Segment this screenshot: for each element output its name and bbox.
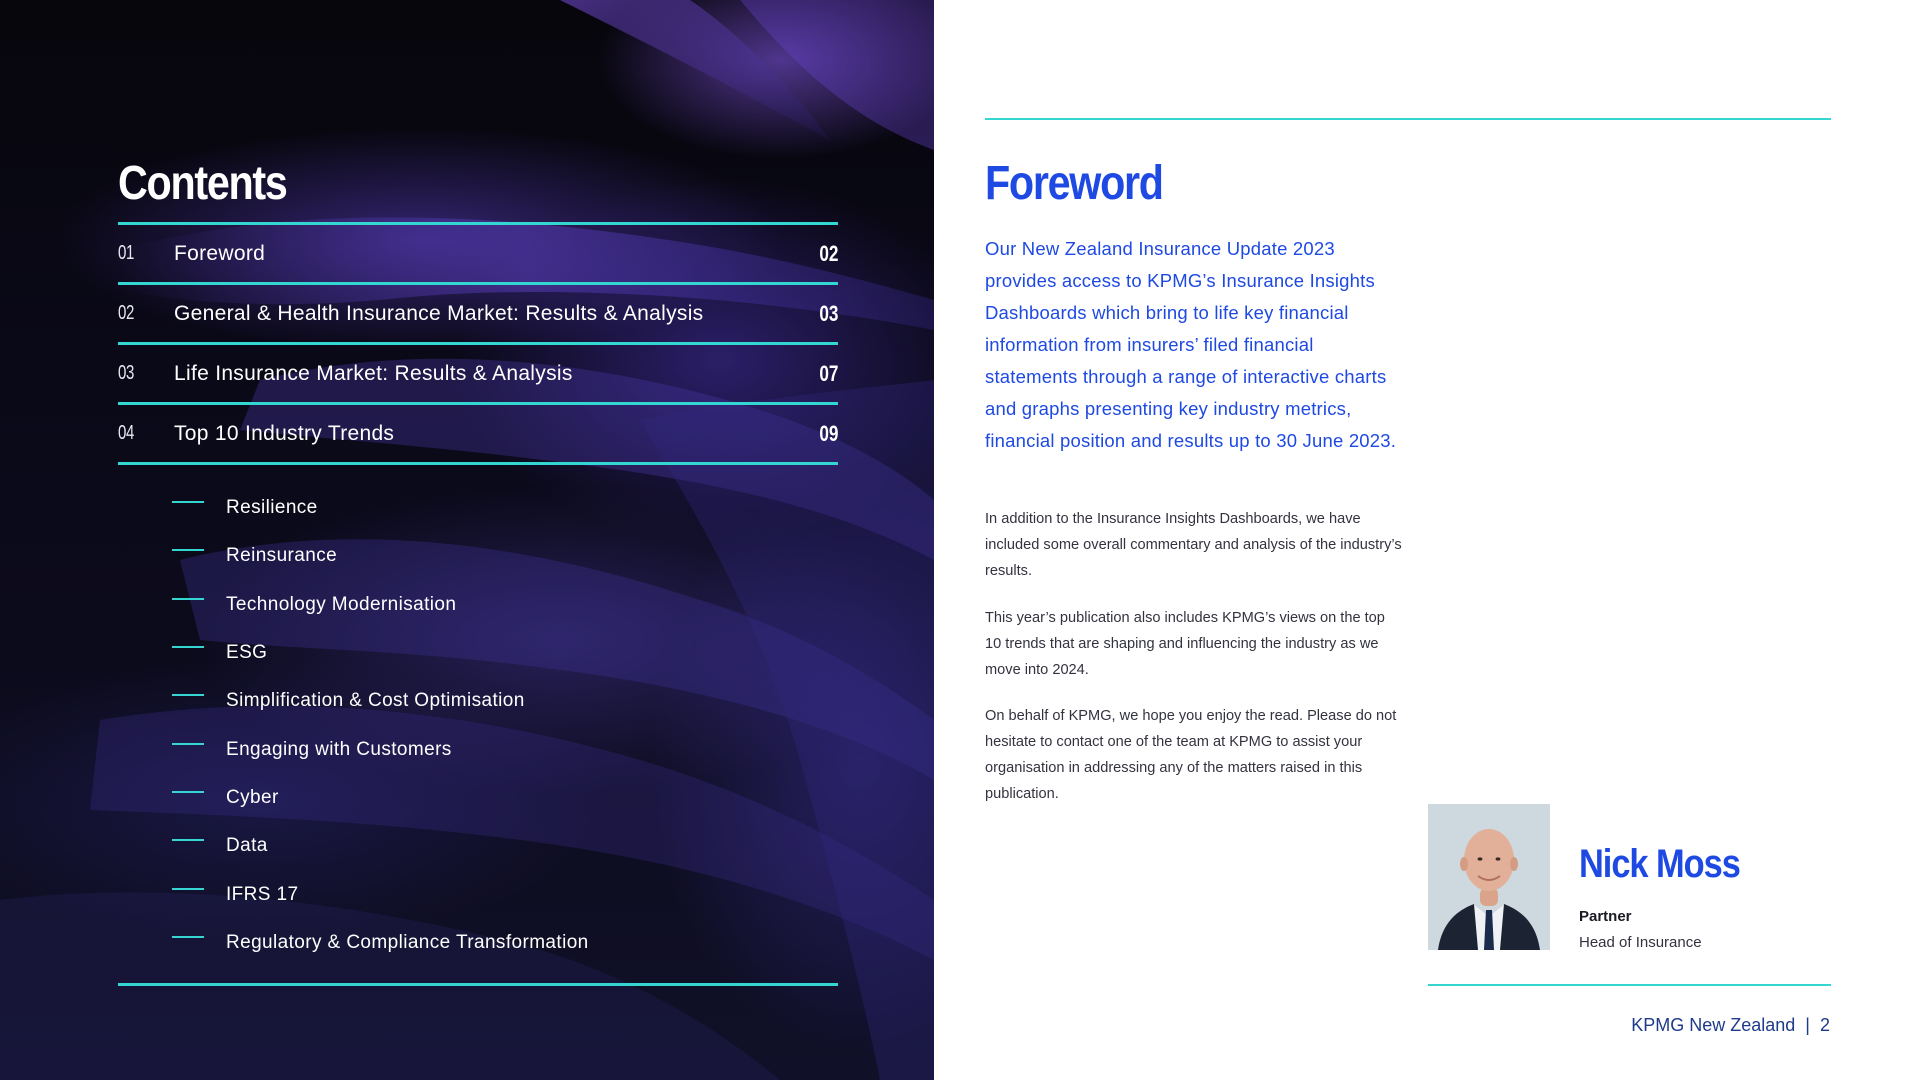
page-number: 2	[1819, 1015, 1830, 1035]
sub-item-label: Regulatory & Compliance Transformation	[226, 931, 589, 953]
dash-bullet	[172, 936, 204, 938]
foreword-paragraph: On behalf of KPMG, we hope you enjoy the read. Please do not hesitate to contact one of the team at KPMG to assist your organisation in addressing any of the matters raised in this publication.	[985, 708, 1397, 802]
toc-item-number: 02	[118, 302, 134, 324]
toc-item-general-health[interactable]	[118, 285, 838, 342]
sub-item-label: Engaging with Customers	[226, 738, 452, 760]
author-role: Partner	[1579, 908, 1632, 925]
sub-item-label: Cyber	[226, 786, 279, 808]
sub-item-regulatory-compliance[interactable]	[172, 919, 812, 967]
sub-item-label: ESG	[226, 642, 268, 664]
toc-item-label: Top 10 Industry Trends	[174, 421, 395, 445]
foreword-title: Foreword	[985, 157, 1163, 210]
author-name: Nick Moss	[1579, 842, 1740, 886]
foreword-paragraph: In addition to the Insurance Insights Dashboards, we have included some overall commentary and analysis of the industry’s results.	[985, 511, 1402, 579]
toc-item-label: Foreword	[174, 241, 266, 265]
contents-panel	[0, 0, 934, 1080]
sub-item-label: Data	[226, 835, 268, 857]
dash-bullet	[172, 743, 204, 745]
sub-item-cyber[interactable]	[172, 774, 812, 822]
sub-item-label: Technology Modernisation	[226, 593, 457, 615]
divider	[118, 983, 838, 986]
sub-item-label: IFRS 17	[226, 883, 299, 905]
sub-item-simplification[interactable]	[172, 677, 812, 725]
dash-bullet	[172, 549, 204, 551]
contents-title: Contents	[118, 157, 287, 210]
toc-item-page: 02	[818, 240, 838, 266]
sub-item-reinsurance[interactable]	[172, 532, 812, 580]
toc-item-number: 01	[118, 242, 134, 264]
footer-brand: KPMG New Zealand	[1631, 1015, 1796, 1035]
sub-item-label: Reinsurance	[226, 545, 338, 567]
toc-item-label: Life Insurance Market: Results & Analysis	[174, 361, 573, 385]
sub-item-technology-modernisation[interactable]	[172, 581, 812, 629]
dash-bullet	[172, 646, 204, 648]
foreword-paragraph: This year’s publication also includes KPMG’s views on the top 10 trends that are shaping and influencing the industry as we move into 2024.	[985, 610, 1385, 678]
footer-separator: |	[1805, 1015, 1810, 1035]
page-footer	[1631, 1015, 1830, 1036]
sub-item-label: Resilience	[226, 497, 318, 519]
sub-item-data[interactable]	[172, 822, 812, 870]
toc-item-page: 09	[818, 420, 838, 446]
sub-item-engaging-customers[interactable]	[172, 725, 812, 773]
toc-item-number: 03	[118, 362, 134, 384]
author-title: Head of Insurance	[1579, 934, 1702, 951]
sub-item-resilience[interactable]	[172, 484, 812, 532]
divider	[1428, 984, 1831, 986]
author-photo	[1428, 804, 1550, 950]
divider	[118, 462, 838, 465]
sub-item-label: Simplification & Cost Optimisation	[226, 690, 525, 712]
table-of-contents	[118, 222, 838, 465]
dash-bullet	[172, 694, 204, 696]
dash-bullet	[172, 501, 204, 503]
toc-item-number: 04	[118, 422, 134, 444]
divider	[985, 118, 1831, 120]
toc-item-life-insurance[interactable]	[118, 345, 838, 402]
toc-item-top-10-trends[interactable]	[118, 405, 838, 462]
foreword-lead-paragraph: Our New Zealand Insurance Update 2023 provides access to KPMG’s Insurance Insights Dashboards which bring to life key financial information from insurers’ filed financial statements through a range of interactive charts and graphs presenting key industry metrics, financial position and results up to 30 June 2023.	[985, 238, 1397, 451]
sub-item-esg[interactable]	[172, 629, 812, 677]
dash-bullet	[172, 791, 204, 793]
trends-sublist	[172, 484, 812, 967]
toc-item-label: General & Health Insurance Market: Results & Analysis	[174, 301, 704, 325]
toc-item-page: 03	[818, 300, 838, 326]
toc-item-page: 07	[818, 360, 838, 386]
dash-bullet	[172, 888, 204, 890]
toc-item-foreword[interactable]	[118, 225, 838, 282]
dash-bullet	[172, 839, 204, 841]
dash-bullet	[172, 598, 204, 600]
sub-item-ifrs-17[interactable]	[172, 870, 812, 918]
